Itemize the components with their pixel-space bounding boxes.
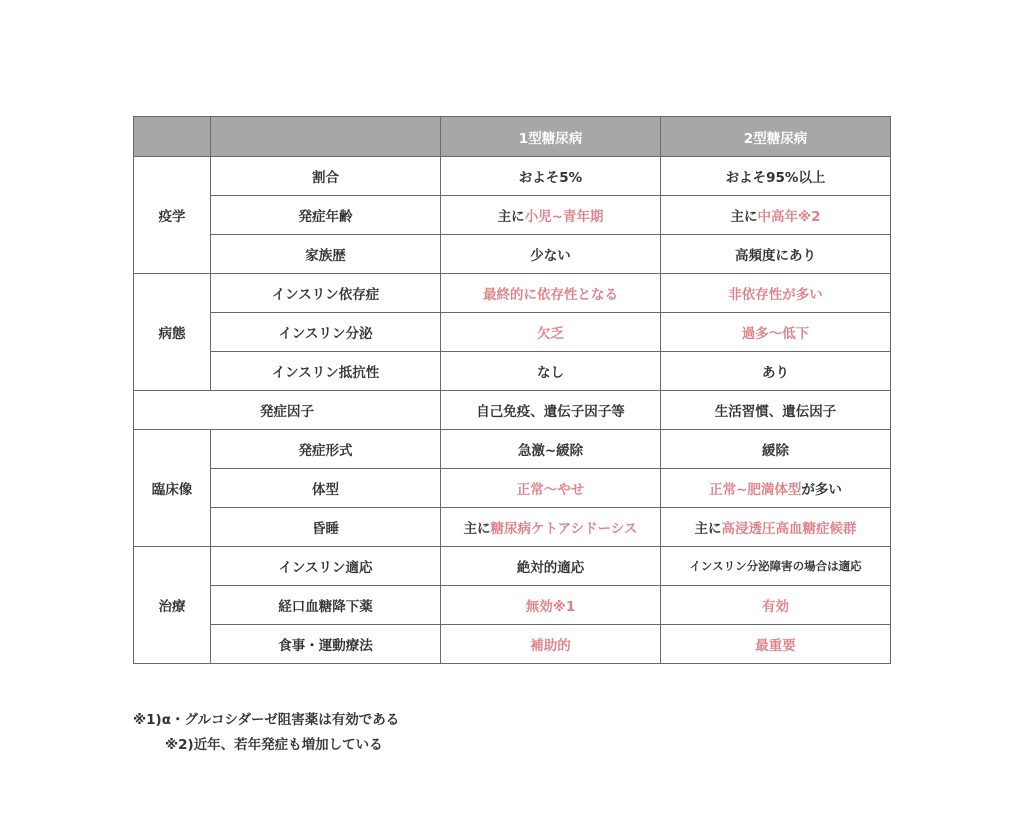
- table-row: [134, 196, 891, 235]
- footnotes: [133, 708, 399, 758]
- table-row: [134, 391, 891, 430]
- cell-text: 主に: [463, 521, 491, 537]
- row-label: 経口血糖降下薬: [211, 586, 441, 625]
- type1-value: 急激~緩除: [441, 430, 661, 469]
- type2-value: 最重要: [661, 625, 891, 664]
- type1-value: 欠乏: [441, 313, 661, 352]
- type1-value: 最終的に依存性となる: [441, 274, 661, 313]
- row-label: インスリン適応: [211, 547, 441, 586]
- row-label: インスリン依存症: [211, 274, 441, 313]
- highlight-text: 中高年※2: [757, 209, 821, 225]
- group-label-treatment: 治療: [134, 547, 211, 664]
- type2-value: 有効: [661, 586, 891, 625]
- table-row: [134, 430, 891, 469]
- row-label: 割合: [211, 157, 441, 196]
- cell-text: 主に: [497, 209, 525, 225]
- group-label-pathology: 病態: [134, 274, 211, 391]
- highlight-text: 正常~肥満体型: [709, 482, 802, 498]
- type2-value: インスリン分泌障害の場合は適応: [661, 547, 891, 586]
- group-label-epidemiology: 疫学: [134, 157, 211, 274]
- type1-value: およそ5%: [441, 157, 661, 196]
- type2-value: [661, 508, 891, 547]
- type2-value: 高頻度にあり: [661, 235, 891, 274]
- type1-value: [441, 196, 661, 235]
- type2-value: およそ95%以上: [661, 157, 891, 196]
- type1-value: 補助的: [441, 625, 661, 664]
- cell-text: 主に: [694, 521, 722, 537]
- table-header-row: [134, 117, 891, 157]
- row-label: 食事・運動療法: [211, 625, 441, 664]
- row-label: 体型: [211, 469, 441, 508]
- type2-value: [661, 469, 891, 508]
- type2-value: 過多〜低下: [661, 313, 891, 352]
- table-row: [134, 547, 891, 586]
- row-label: インスリン分泌: [211, 313, 441, 352]
- row-label: 昏睡: [211, 508, 441, 547]
- table-row: [134, 625, 891, 664]
- row-label: 発症形式: [211, 430, 441, 469]
- table-row: [134, 235, 891, 274]
- type1-value: なし: [441, 352, 661, 391]
- type1-value: [441, 508, 661, 547]
- table-row: [134, 274, 891, 313]
- header-blank-cell: [211, 117, 441, 157]
- type2-value: 緩除: [661, 430, 891, 469]
- row-label: インスリン抵抗性: [211, 352, 441, 391]
- header-type2: 2型糖尿病: [661, 117, 891, 157]
- table-row: [134, 586, 891, 625]
- group-label-clinical: 臨床像: [134, 430, 211, 547]
- type1-value: 無効※1: [441, 586, 661, 625]
- type1-value: 自己免疫、遺伝子因子等: [441, 391, 661, 430]
- header-blank-cell: [134, 117, 211, 157]
- type1-value: 絶対的適応: [441, 547, 661, 586]
- row-label: 発症年齢: [211, 196, 441, 235]
- cell-text: が多い: [801, 482, 842, 498]
- table-row: [134, 313, 891, 352]
- header-type1: 1型糖尿病: [441, 117, 661, 157]
- footnote-2: ※2)近年、若年発症も増加している: [165, 737, 383, 753]
- footnote-1: ※1)α・グルコシダーゼ阻害薬は有効である: [133, 712, 400, 728]
- table-row: [134, 469, 891, 508]
- type1-value: 正常〜やせ: [441, 469, 661, 508]
- table-row: [134, 352, 891, 391]
- highlight-text: 糖尿病ケトアシドーシス: [490, 521, 638, 537]
- row-label: 発症因子: [134, 391, 441, 430]
- type2-value: 非依存性が多い: [661, 274, 891, 313]
- highlight-text: 小児~青年期: [524, 209, 604, 225]
- highlight-text: 高浸透圧高血糖症候群: [721, 521, 857, 537]
- type2-value: [661, 196, 891, 235]
- type2-value: あり: [661, 352, 891, 391]
- type2-value: 生活習慣、遺伝因子: [661, 391, 891, 430]
- cell-text: 主に: [730, 209, 758, 225]
- comparison-table: [133, 116, 891, 664]
- table-row: [134, 508, 891, 547]
- row-label: 家族歴: [211, 235, 441, 274]
- type1-value: 少ない: [441, 235, 661, 274]
- table-row: [134, 157, 891, 196]
